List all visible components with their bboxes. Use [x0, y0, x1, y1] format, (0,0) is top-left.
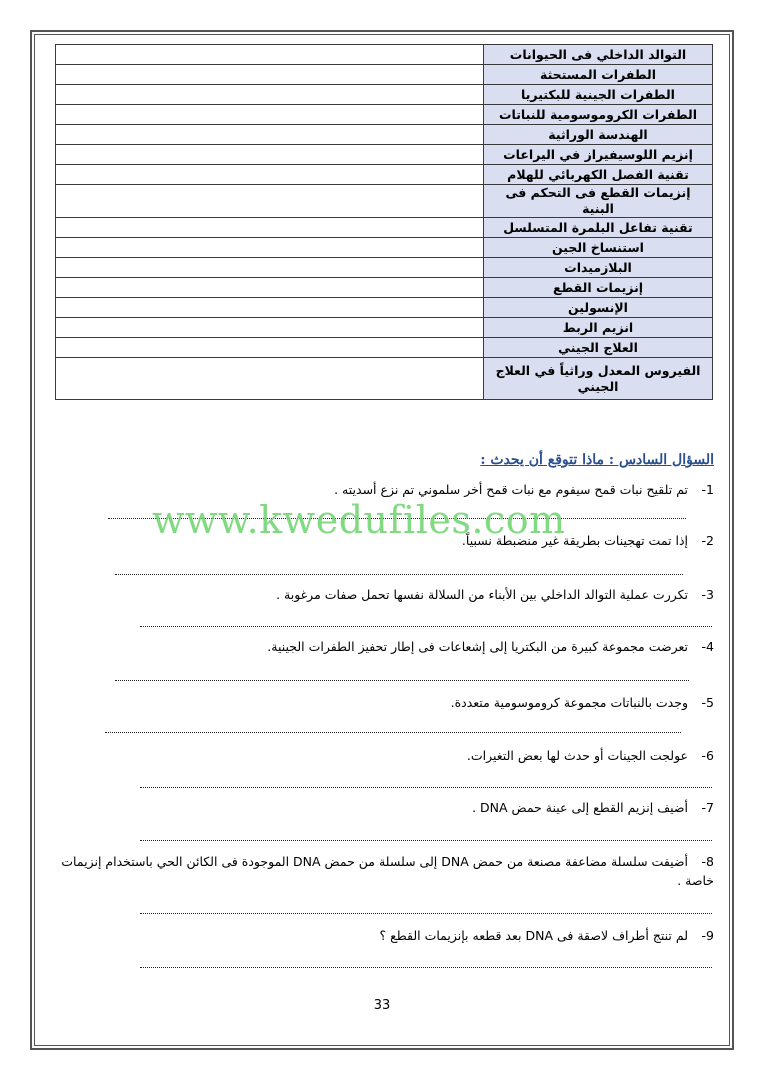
answer-cell[interactable] [56, 218, 484, 238]
question-item [54, 694, 714, 712]
answer-line[interactable] [115, 680, 689, 681]
question-text: عولجت الجينات أو حدث لها بعض التغيرات. [466, 748, 689, 763]
term-cell: انزيم الربط [484, 318, 713, 338]
term-cell: استنساخ الجين [484, 238, 713, 258]
term-cell: إنزيم اللوسيفيراز في اليراعات [484, 145, 713, 165]
table-row [56, 65, 713, 85]
answer-cell[interactable] [56, 185, 484, 218]
answer-line[interactable] [105, 732, 681, 733]
question-item [54, 799, 714, 817]
page-number: 33 [373, 998, 391, 1013]
question-text: تعرضت مجموعة كبيرة من البكتريا إلى إشعاعات فى إطار تحفيز الطفرات الجينية. [267, 639, 689, 654]
term-cell: تقنية الفصل الكهربائي للهلام [484, 165, 713, 185]
question-item [54, 586, 714, 604]
question-number: 9- [701, 928, 714, 943]
term-cell: إنزيمات القطع فى التحكم فى البنية [484, 185, 713, 218]
question-number: 4- [701, 639, 714, 654]
answer-line[interactable] [140, 840, 712, 841]
table-row [56, 85, 713, 105]
section-title: السؤال السادس : ماذا تتوقع أن يحدث : [480, 452, 714, 468]
term-cell: الإنسولين [484, 298, 713, 318]
answer-cell[interactable] [56, 318, 484, 338]
term-cell: تقنية تفاعل البلمرة المتسلسل [484, 218, 713, 238]
question-number: 5- [701, 695, 714, 710]
answer-cell[interactable] [56, 238, 484, 258]
question-item [54, 852, 714, 890]
question-number: 8- [701, 854, 714, 869]
watermark: www.kwedufiles.com [152, 498, 566, 542]
question-text: إذا تمت تهجينات بطريقة غير منضبطة نسبياً. [461, 533, 689, 548]
term-cell: التوالد الداخلي فى الحيوانات [484, 45, 713, 65]
answer-cell[interactable] [56, 65, 484, 85]
table-row [56, 145, 713, 165]
table-row [56, 185, 713, 218]
table-row [56, 278, 713, 298]
table-row [56, 318, 713, 338]
table-row [56, 338, 713, 358]
answer-cell[interactable] [56, 105, 484, 125]
table-row [56, 218, 713, 238]
table-row [56, 258, 713, 278]
term-cell: إنزيمات القطع [484, 278, 713, 298]
question-text: تكررت عملية التوالد الداخلي بين الأبناء من السلالة نفسها تحمل صفات مرغوبة . [276, 587, 689, 602]
answer-line[interactable] [115, 574, 683, 575]
answer-cell[interactable] [56, 45, 484, 65]
question-number: 1- [701, 482, 714, 497]
answer-cell[interactable] [56, 338, 484, 358]
question-text: لم تنتج أطراف لاصقة فى DNA بعد قطعه بإنزيمات القطع ؟ [379, 928, 689, 943]
term-cell: العلاج الجيني [484, 338, 713, 358]
answer-cell[interactable] [56, 145, 484, 165]
question-item [54, 747, 714, 765]
answer-line[interactable] [140, 913, 712, 914]
table-row [56, 238, 713, 258]
term-cell: الطفرات المستحثة [484, 65, 713, 85]
answer-cell[interactable] [56, 258, 484, 278]
question-item [54, 927, 714, 945]
answer-cell[interactable] [56, 358, 484, 400]
table-row [56, 105, 713, 125]
answer-line[interactable] [140, 967, 712, 968]
question-number: 2- [701, 533, 714, 548]
question-text: أضيفت سلسلة مضاعفة مصنعة من حمض DNA إلى سلسلة من حمض DNA الموجودة فى الكائن الحي باستخدام إنزيمات خاصة . [61, 854, 714, 888]
table-row [56, 125, 713, 145]
answer-line[interactable] [140, 626, 712, 627]
answer-cell[interactable] [56, 298, 484, 318]
question-text: تم تلقيح نبات قمح سيفوم مع نبات قمح أخر سلموني تم نزع أسديته . [334, 482, 689, 497]
question-text: وجدت بالنباتات مجموعة كروموسومية متعددة. [450, 695, 689, 710]
term-cell: البلازميدات [484, 258, 713, 278]
question-item [54, 638, 714, 656]
answer-line[interactable] [140, 787, 712, 788]
question-text: أضيف إنزيم القطع إلى عينة حمض DNA . [472, 800, 689, 815]
answer-cell[interactable] [56, 165, 484, 185]
term-cell: الهندسة الوراثية [484, 125, 713, 145]
answer-cell[interactable] [56, 278, 484, 298]
term-cell: الطفرات الجينية للبكتيريا [484, 85, 713, 105]
table-row [56, 45, 713, 65]
term-cell: الطفرات الكروموسومية للنباتات [484, 105, 713, 125]
table-row [56, 165, 713, 185]
question-item [54, 481, 714, 499]
term-cell: الفيروس المعدل وراثياً في العلاج الجيني [484, 358, 713, 400]
terms-table [55, 44, 713, 400]
question-number: 6- [701, 748, 714, 763]
table-row [56, 298, 713, 318]
table-row [56, 358, 713, 400]
answer-cell[interactable] [56, 125, 484, 145]
question-number: 7- [701, 800, 714, 815]
answer-cell[interactable] [56, 85, 484, 105]
question-number: 3- [701, 587, 714, 602]
